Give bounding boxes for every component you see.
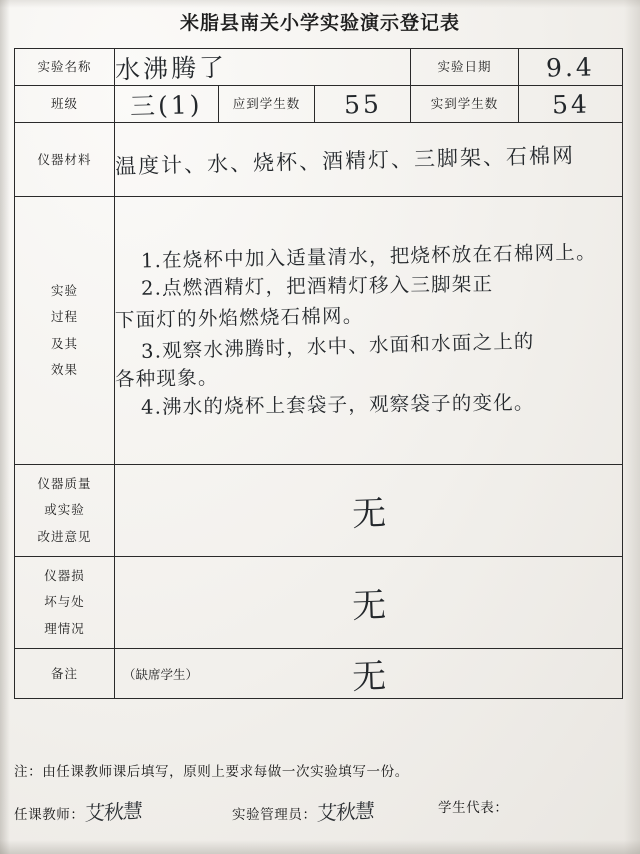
apparatus-value: 温度计、水、烧杯、酒精灯、三脚架、石棉网 bbox=[114, 142, 576, 179]
process-label-line: 实验 bbox=[50, 283, 78, 298]
experiment-log-table bbox=[14, 48, 623, 699]
process-line: 4.沸水的烧杯上套袋子，观察袋子的变化。 bbox=[140, 390, 535, 419]
damage-cell[interactable] bbox=[115, 557, 623, 649]
paper-edge-left bbox=[0, 0, 10, 854]
student-rep-label: 学生代表： bbox=[438, 800, 509, 816]
expected-students-label: 应到学生数 bbox=[219, 86, 315, 123]
class-value: 三(1) bbox=[129, 90, 204, 121]
damage-value: 无 bbox=[350, 585, 387, 627]
damage-label-line: 坏与处 bbox=[44, 594, 85, 610]
experiment-date-value: 9.4 bbox=[545, 51, 596, 83]
quality-label-line: 或实验 bbox=[44, 502, 85, 518]
table-row bbox=[15, 197, 623, 465]
experiment-name-value: 水沸腾了 bbox=[114, 52, 228, 85]
teacher-signature-value: 艾秋慧 bbox=[83, 798, 143, 826]
damage-label bbox=[15, 557, 115, 649]
manager-signature-field[interactable] bbox=[232, 796, 374, 825]
remark-hint: （缺席学生） bbox=[123, 666, 199, 682]
quality-label-line: 改进意见 bbox=[37, 528, 92, 544]
experiment-date-label: 实验日期 bbox=[411, 49, 519, 86]
paper-edge-top bbox=[0, 0, 640, 8]
actual-students-value: 54 bbox=[551, 89, 590, 119]
table-row bbox=[15, 86, 623, 123]
quality-cell[interactable] bbox=[115, 465, 623, 557]
quality-label bbox=[15, 465, 115, 557]
table-row bbox=[15, 465, 623, 557]
apparatus-label: 仪器材料 bbox=[15, 123, 115, 197]
student-rep-field[interactable] bbox=[438, 796, 509, 816]
process-line: 下面灯的外焰燃烧石棉网。 bbox=[114, 303, 364, 332]
remark-cell[interactable] bbox=[115, 649, 623, 699]
quality-label-line: 仪器质量 bbox=[37, 476, 92, 492]
process-cell[interactable] bbox=[115, 197, 623, 465]
actual-students-cell[interactable] bbox=[519, 86, 623, 123]
footer-note: 注：由任课教师课后填写，原则上要求每做一次实验填写一份。 bbox=[14, 764, 409, 780]
process-line: 3.观察水沸腾时，水中、水面和水面之上的 bbox=[140, 329, 535, 363]
process-line: 各种现象。 bbox=[114, 366, 219, 391]
table-row bbox=[15, 49, 623, 86]
table-row bbox=[15, 123, 623, 197]
damage-label-line: 理情况 bbox=[44, 620, 85, 636]
process-label-line: 及其 bbox=[50, 335, 78, 351]
table-row bbox=[15, 649, 623, 699]
paper-edge-bottom bbox=[0, 840, 640, 854]
process-label-line: 效果 bbox=[50, 361, 78, 377]
paper-edge-right bbox=[624, 0, 640, 854]
quality-value: 无 bbox=[350, 493, 387, 535]
page-title: 米脂县南关小学实验演示登记表 bbox=[179, 12, 460, 34]
process-line: 2.点燃酒精灯，把酒精灯移入三脚架正 bbox=[140, 272, 494, 301]
damage-label-line: 仪器损 bbox=[44, 568, 85, 584]
class-cell[interactable] bbox=[115, 86, 219, 123]
expected-students-cell[interactable] bbox=[315, 86, 411, 123]
class-label: 班级 bbox=[15, 86, 115, 123]
remark-value: 无 bbox=[350, 656, 387, 698]
experiment-name-cell[interactable] bbox=[115, 49, 411, 86]
expected-students-value: 55 bbox=[343, 89, 382, 119]
experiment-name-label: 实验名称 bbox=[15, 49, 115, 86]
teacher-signature-field[interactable] bbox=[14, 796, 142, 825]
experiment-date-cell[interactable] bbox=[519, 49, 623, 86]
process-label bbox=[15, 197, 115, 465]
apparatus-cell[interactable] bbox=[115, 123, 623, 197]
teacher-label: 任课教师： bbox=[14, 807, 85, 823]
process-line: 1.在烧杯中加入适量清水，把烧杯放在石棉网上。 bbox=[140, 240, 597, 272]
table-row bbox=[15, 557, 623, 649]
process-label-line: 过程 bbox=[50, 309, 78, 325]
actual-students-label: 实到学生数 bbox=[411, 86, 519, 123]
manager-label: 实验管理员： bbox=[232, 807, 317, 823]
remark-label: 备注 bbox=[15, 649, 115, 699]
manager-signature-value: 艾秋慧 bbox=[315, 798, 375, 826]
